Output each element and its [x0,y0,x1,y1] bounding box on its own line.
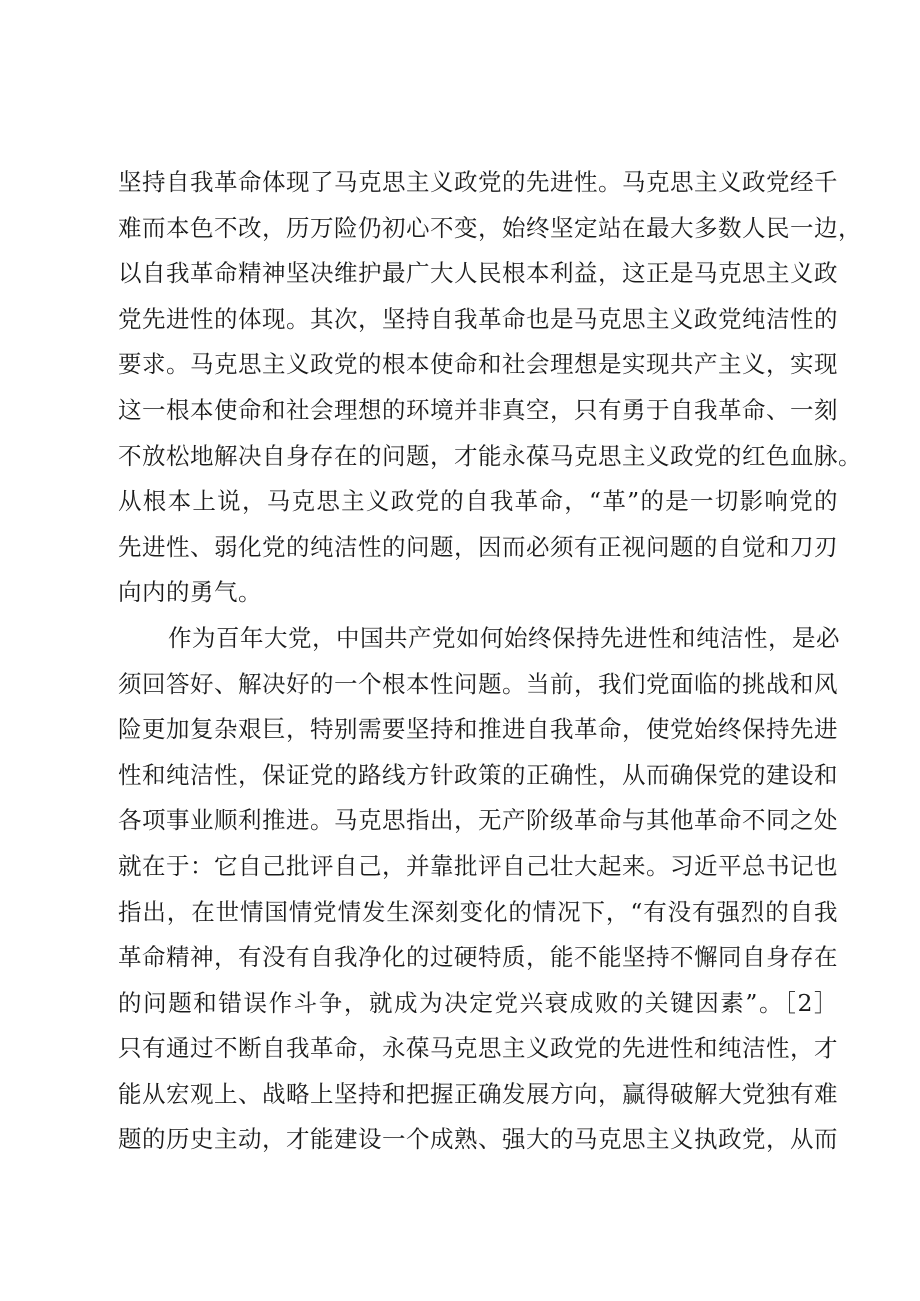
text-line: 各项事业顺利推进。马克思指出，无产阶级革命与其他革命不同之处 [118,806,838,835]
text-line: 指出，在世情国情党情发生深刻变化的情况下，“有没有强烈的自我 [118,897,838,926]
body-text [118,160,862,1163]
text-line: 党先进性的体现。其次，坚持自我革命也是马克思主义政党纯洁性的 [118,304,838,333]
text-line: 要求。马克思主义政党的根本使命和社会理想是实现共产主义，实现 [118,350,838,379]
text-line: 能从宏观上、战略上坚持和把握正确发展方向，赢得破解大党独有难 [118,1079,838,1108]
text-line: 从根本上说，马克思主义政党的自我革命，“革”的是一切影响党的 [118,487,838,516]
text-line: 只有通过不断自我革命，永葆马克思主义政党的先进性和纯洁性，才 [118,1034,838,1063]
text-line: 须回答好、解决好的一个根本性问题。当前，我们党面临的挑战和风 [118,669,838,698]
text-line: 坚持自我革命体现了马克思主义政党的先进性。马克思主义政党经千 [118,168,838,196]
text-line: 不放松地解决自身存在的问题，才能永葆马克思主义政党的红色血脉。 [118,441,862,470]
text-line: 的问题和错误作斗争，就成为决定党兴衰成败的关键因素”。［2］ [118,988,838,1017]
text-line: 向内的勇气。 [118,578,262,607]
text-line: 性和纯洁性，保证党的路线方针政策的正确性，从而确保党的建设和 [118,760,838,789]
text-line: 险更加复杂艰巨，特别需要坚持和推进自我革命，使党始终保持先进 [118,715,838,744]
text-line: 就在于：它自己批评自己，并靠批评自己壮大起来。习近平总书记也 [118,851,838,880]
text-line: 难而本色不改，历万险仍初心不变，始终坚定站在最大多数人民一边， [118,213,862,242]
text-line: 先进性、弱化党的纯洁性的问题，因而必须有正视问题的自觉和刀刃 [118,532,838,561]
paragraph-2 [118,616,838,1163]
paragraph-1 [118,160,862,616]
text-line: 这一根本使命和社会理想的环境并非真空，只有勇于自我革命、一刻 [118,395,838,424]
text-line: 革命精神，有没有自我净化的过硬特质，能不能坚持不懈同自身存在 [118,943,838,972]
text-line: 以自我革命精神坚决维护最广大人民根本利益，这正是马克思主义政 [118,259,838,288]
text-line: 作为百年大党，中国共产党如何始终保持先进性和纯洁性，是必 [168,623,840,652]
text-line: 题的历史主动，才能建设一个成熟、强大的马克思主义执政党，从而 [118,1125,838,1154]
